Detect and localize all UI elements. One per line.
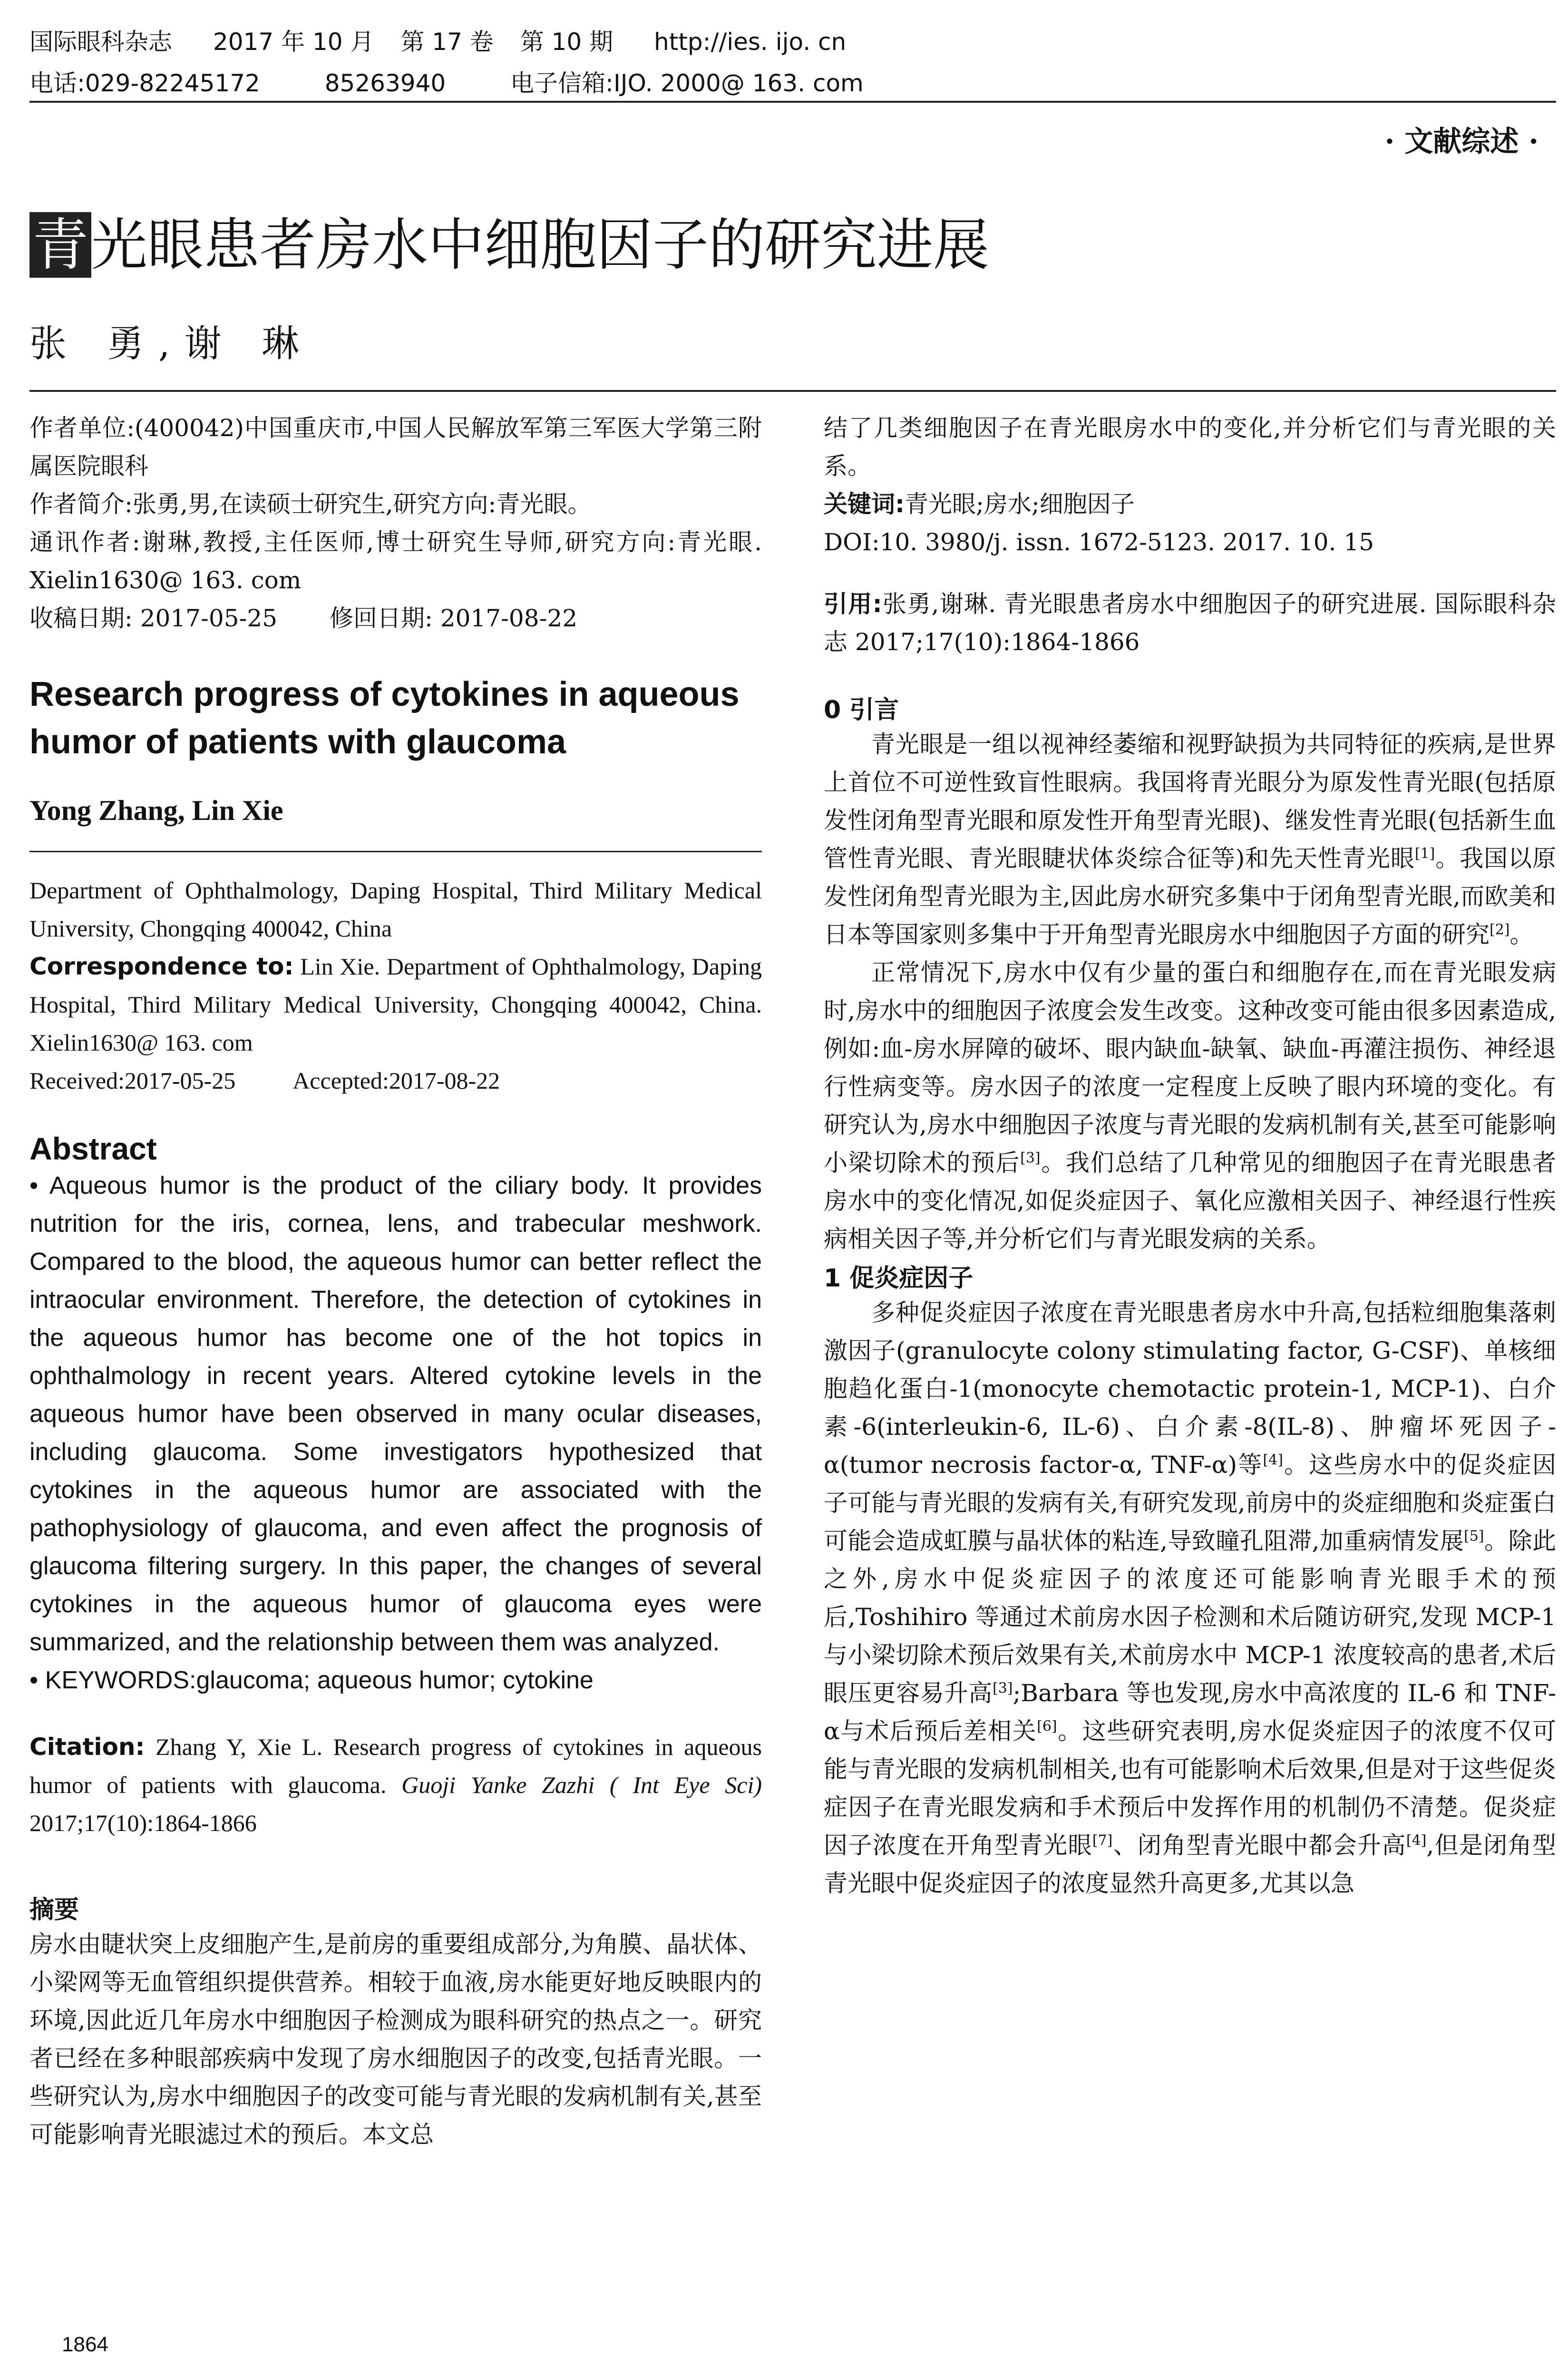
section-1-heading: 1 促炎症因子 (824, 1264, 974, 1293)
citation-issue-en: 2017;17(10):1864-1866 (29, 1810, 257, 1836)
keywords-label: 关键词: (824, 490, 905, 518)
correspondence-text: Lin Xie. Department of Ophthalmology, Daping Hospital, Third Military Medical University, Chongqing 400042, China. Xielin1630@ 163. com (29, 953, 762, 1056)
header-divider (29, 101, 1556, 103)
citation-ref[interactable]: [3] (993, 1680, 1013, 1697)
cn-citation-label: 引用: (824, 590, 882, 618)
intro-p2-text-b: 。我们总结了几种常见的细胞因子在青光眼患者房水中的变化情况,如促炎症因子、氧化应激相关因子、神经退行性疾病相关因子等,并分析它们与青光眼发病的关系。 (824, 1149, 1557, 1253)
citation-ref[interactable]: [2] (1490, 921, 1510, 938)
volume: 第 17 卷 (400, 28, 494, 56)
citation-journal-en: Guoji Yanke Zazhi ( Int Eye Sci) (401, 1772, 762, 1798)
issue-number: 第 10 期 (520, 28, 614, 56)
journal-contact (29, 64, 864, 98)
english-department: Department of Ophthalmology, Daping Hospital, Third Military Medical University, Chongqing 400042, China (29, 877, 762, 942)
cn-abstract-heading: 摘要 (29, 1896, 79, 1924)
intro-p1-text-c: 。 (1510, 921, 1534, 948)
cn-abstract-text: 房水由睫状突上皮细胞产生,是前房的重要组成部分,为角膜、晶状体、小梁网等无血管组织提供营养。相较于血液,房水能更好地反映眼内的环境,因此近几年房水中细胞因子检测成为眼科研究的热点之一。研究者已经在多种眼部疾病中发现了房水细胞因子的改变,包括青光眼。一些研究认为,房水中细胞因子的改变可能与青光眼的发病机制有关,甚至可能影响青光眼滤过术的预后。本文总 (29, 1930, 762, 2148)
article-title (29, 200, 989, 281)
sec1-text-a: 多种促炎症因子浓度在青光眼患者房水中升高,包括粒细胞集落刺激因子(granulocyte colony stimulating factor, G-CSF)、单核细胞趋化蛋白-1(monocyte chemotactic protein-1, MCP-1)、白介素-6(interleukin-6, IL-6)、白介素-8(IL-8)、肿瘤坏死因子-α(tumor necrosis factor-α, TNF-α)等 (824, 1299, 1556, 1479)
journal-name: 国际眼科杂志 (29, 28, 172, 56)
english-authors: Yong Zhang, Lin Xie (29, 795, 283, 826)
title-rest: 光眼患者房水中细胞因子的研究进展 (91, 212, 990, 278)
intro-paragraph-2 (824, 954, 1556, 1258)
keywords-text: 青光眼;房水;细胞因子 (905, 490, 1135, 518)
issue-date: 2017 年 10 月 (213, 28, 374, 56)
authors-cn: 张 勇,谢 琳 (29, 322, 313, 365)
page-number: 1864 (62, 2333, 108, 2356)
intro-p1-text-b: 。我国以原发性闭角型青光眼为主,因此房水研究多集中于闭角型青光眼,而欧美和日本等国家则多集中于开角型青光眼房水中细胞因子方面的研究 (824, 845, 1556, 948)
journal-email[interactable]: 电子信箱:IJO. 2000@ 163. com (510, 69, 864, 97)
citation-ref[interactable]: [1] (1414, 845, 1435, 862)
abstract-heading: Abstract (29, 1131, 157, 1166)
phone-2: 85263940 (324, 69, 446, 97)
sec1-text-c: 。除此之外,房水中促炎症因子的浓度还可能影响青光眼手术的预后,Toshihiro 等通过术前房水因子检测和术后随访研究,发现 MCP-1 与小梁切除术预后效果有关,术前房水中 MCP-1 浓度较高的患者,术后眼压更容易升高 (824, 1527, 1557, 1707)
cn-citation (824, 585, 1556, 661)
section-1-paragraph (824, 1294, 1556, 1902)
citation-ref[interactable]: [4] (1406, 1832, 1427, 1849)
english-dates (29, 1062, 762, 1100)
intro-p1-text-a: 青光眼是一组以视神经萎缩和视野缺损为共同特征的疾病,是世界上首位不可逆性致盲性眼病。我国将青光眼分为原发性青光眼(包括原发性闭角型青光眼和原发性开角型青光眼)、继发性青光眼(包括新生血管性青光眼、青光眼睫状体炎综合征等)和先天性青光眼 (824, 731, 1556, 872)
affiliation: 作者单位:(400042)中国重庆市,中国人民解放军第三军医大学第三附属医院眼科 (29, 414, 762, 480)
english-citation (29, 1728, 762, 1842)
sec1-text-d: ;Barbara 等也发现,房水中高浓度的 IL-6 和 TNF-α与术后预后差相关 (824, 1679, 1557, 1745)
cn-abstract-continuation: 结了几类细胞因子在青光眼房水中的变化,并分析它们与青光眼的关系。 (824, 414, 1556, 480)
phone: 电话:029-82245172 (29, 69, 260, 97)
abstract-text: • Aqueous humor is the product of the ciliary body. It provides nutrition for the iris, cornea, lens, and trabecular meshwork. Compared to the blood, the aqueous humor can better reflect the intraocular environment. Therefore, the detection of cytokines in the aqueous humor has become one of the hot topics in ophthalmology in recent years. Altered cytokine levels in the aqueous humor have been observed in many ocular diseases, including glaucoma. Some investigators hypothesized that cytokines in the aqueous humor are associated with the pathophysiology of glaucoma, and even affect the prognosis of glaucoma filtering surgery. In this paper, the changes of several cytokines in the aqueous humor of glaucoma eyes were summarized, and the relationship between them was analyzed. (29, 1172, 762, 1656)
english-correspondence (29, 947, 762, 1062)
sec1-text-e: 。这些研究表明,房水促炎症因子的浓度不仅可能与青光眼的发病机制相关,也有可能影响术后效果,但是对于这些促炎症因子在青光眼发病和手术预后中发挥作用的机制仍不清楚。促炎症因子浓度在开角型青光眼 (824, 1717, 1556, 1859)
english-title: Research progress of cytokines in aqueous humor of patients with glaucoma (29, 675, 740, 761)
cn-keywords (824, 485, 1556, 523)
left-column (29, 399, 762, 2153)
accepted-date-en: Accepted:2017-08-22 (292, 1067, 500, 1094)
citation-ref[interactable]: [4] (1263, 1452, 1283, 1469)
correspondence-label: Correspondence to: (29, 953, 294, 980)
citation-ref[interactable]: [3] (1020, 1150, 1041, 1167)
journal-header (29, 23, 846, 57)
title-divider (29, 390, 1556, 392)
author-bio: 作者简介:张勇,男,在读硕士研究生,研究方向:青光眼。 (29, 490, 592, 518)
citation-ref[interactable]: [7] (1092, 1832, 1113, 1849)
citation-label-en: Citation: (29, 1733, 145, 1761)
citation-ref[interactable]: [5] (1463, 1528, 1484, 1545)
received-date-cn: 收稿日期: 2017-05-25 (29, 604, 278, 632)
doi: DOI:10. 3980/j. issn. 1672-5123. 2017. 10. 15 (824, 528, 1374, 556)
title-first-char: 青 (29, 212, 91, 278)
received-date-en: Received:2017-05-25 (29, 1067, 236, 1094)
citation-text-en: Zhang Y, Xie L. Research progress of cytokines in aqueous humor of patients with glaucoma. (29, 1734, 762, 1798)
abstract-keywords: • KEYWORDS:glaucoma; aqueous humor; cytokine (29, 1666, 594, 1694)
revised-date-cn: 修回日期: 2017-08-22 (330, 604, 578, 632)
authors-divider (29, 851, 762, 852)
citation-ref[interactable]: [6] (1037, 1718, 1057, 1735)
journal-url[interactable]: http://ies. ijo. cn (654, 28, 847, 56)
sec1-text-b: 。这些房水中的促炎症因子可能与青光眼的发病有关,有研究发现,前房中的炎症细胞和炎症蛋白可能会造成虹膜与晶状体的粘连,导致瞳孔阻滞,加重病情发展 (824, 1451, 1557, 1555)
intro-paragraph-1 (824, 725, 1556, 954)
dates-cn (29, 599, 762, 637)
correspondence-cn: 通讯作者:谢琳,教授,主任医师,博士研究生导师,研究方向:青光眼. Xielin1630@ 163. com (29, 528, 762, 594)
intro-p2-text-a: 正常情况下,房水中仅有少量的蛋白和细胞存在,而在青光眼发病时,房水中的细胞因子浓度会发生改变。这种改变可能由很多因素造成,例如:血-房水屏障的破坏、眼内缺血-缺氧、缺血-再灌注损伤、神经退行性病变等。房水因子的浓度一定程度上反映了眼内环境的变化。有研究认为,房水中细胞因子浓度与青光眼的发病机制有关,甚至可能影响小梁切除术的预后 (824, 959, 1556, 1177)
right-column (824, 399, 1556, 1902)
section-tag: · 文献综述 · (1384, 125, 1539, 158)
sec1-text-g: ,但是闭角型青光眼中促炎症因子的浓度显然升高更多,尤其以急 (824, 1831, 1556, 1897)
cn-citation-text: 张勇,谢琳. 青光眼患者房水中细胞因子的研究进展. 国际眼科杂志 2017;17(10):1864-1866 (824, 590, 1557, 656)
intro-heading: 0 引言 (824, 696, 899, 724)
sec1-text-f: 、闭角型青光眼中都会升高 (1112, 1831, 1406, 1859)
